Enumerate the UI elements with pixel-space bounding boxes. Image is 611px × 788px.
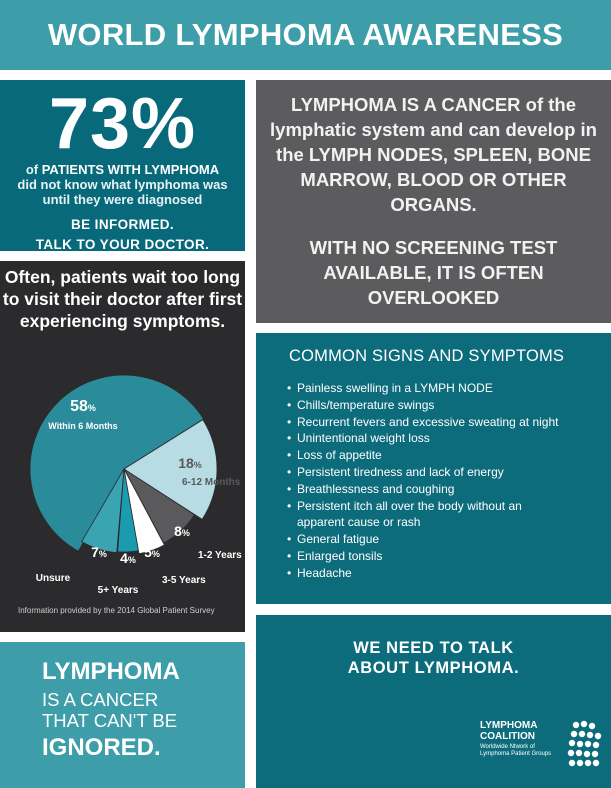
statistic-line-2: did not know what lymphoma was (17, 177, 228, 192)
call-to-action (0, 215, 245, 255)
pie-value-label (120, 550, 136, 566)
pie-value-number: 4 (120, 550, 128, 566)
definition-text: LYMPHOMA IS A CANCER of the lymphatic system and can develop in the LYMPH NODES, SPLEEN, BONE MARROW, BLOOD OR OTHER ORGANS. (270, 94, 597, 215)
symptom-item: • Enlarged tonsils (287, 548, 611, 565)
pie-category-label: 5+ Years (97, 585, 139, 596)
pie-category-label: 3-5 Years (162, 575, 206, 586)
screening-text: WITH NO SCREENING TEST AVAILABLE, IT IS OFTEN OVERLOOKED (309, 237, 558, 308)
pie-value-unit: % (127, 555, 136, 565)
ignored-line-1: LYMPHOMA (42, 658, 180, 685)
logo-line-1: LYMPHOMA (480, 720, 538, 731)
pie-value-number: 58 (70, 398, 88, 415)
logo-tagline-1: Worldwide Ntwork of (480, 744, 535, 750)
pie-value-number: 7 (91, 544, 99, 560)
symptoms-list (287, 380, 611, 582)
symptoms-panel (256, 333, 611, 604)
header-banner (0, 0, 611, 70)
symptoms-title: COMMON SIGNS AND SYMPTOMS (289, 347, 565, 365)
pie-value-unit: % (151, 549, 160, 559)
statistic-prefix: of (25, 162, 42, 177)
pie-value-number: 8 (174, 523, 182, 539)
talk-message (256, 638, 611, 678)
symptom-item: • Headache (287, 565, 611, 582)
pie-value-number: 18 (178, 455, 194, 471)
ignored-panel (0, 642, 245, 788)
symptom-item: • Persistent tiredness and lack of energy (287, 464, 611, 481)
chart-title: Often, patients wait too long to visit their doctor after first experiencing symptoms. (2, 267, 243, 331)
dots-icon (566, 719, 606, 779)
talk-line-2: ABOUT LYMPHOMA. (347, 659, 520, 677)
symptom-item: • Chills/temperature swings (287, 397, 611, 414)
pie-value-unit: % (87, 403, 96, 413)
symptom-item: • Painless swelling in a LYMPH NODE (287, 380, 611, 397)
ignored-line-3: THAT CAN'T BE (42, 710, 178, 731)
statistic-percent: 73% (48, 84, 197, 164)
definition-panel (256, 80, 611, 323)
pie-category-label: Unsure (35, 573, 71, 584)
statistic-panel (0, 80, 245, 251)
statistic-line-3: until they were diagnosed (42, 192, 203, 207)
talk-panel (256, 615, 611, 788)
symptom-item: • Unintentional weight loss (287, 430, 611, 447)
symptom-item: apparent cause or rash (297, 515, 421, 530)
chart-source: Information provided by the 2014 Global Patient Survey (18, 606, 215, 615)
pie-category-label: 6-12 Months (182, 477, 241, 488)
symptom-item: • Persistent itch all over the body without an (287, 498, 611, 515)
cta-line-1: BE INFORMED. (70, 217, 175, 232)
lymphoma-coalition-logo (480, 719, 608, 781)
logo-line-2: COALITION (480, 731, 535, 742)
cta-line-2: TALK TO YOUR DOCTOR. (35, 237, 210, 252)
chart-panel (0, 261, 245, 632)
ignored-line-4: IGNORED. (42, 734, 161, 761)
logo-tagline (480, 744, 560, 758)
statistic-description (0, 162, 245, 207)
symptom-item: • Breathlessness and coughing (287, 481, 611, 498)
pie-chart (0, 261, 245, 632)
pie-value-number: 5 (144, 544, 152, 560)
logo-tagline-2: Lymphoma Patient Groups (480, 751, 552, 757)
symptom-item: • General fatigue (287, 531, 611, 548)
pie-category-label: Within 6 Months (48, 421, 118, 431)
talk-line-1: WE NEED TO TALK (353, 639, 514, 657)
symptom-item: • Loss of appetite (287, 447, 611, 464)
pie-category-label: 1-2 Years (198, 550, 242, 561)
symptom-item: • Recurrent fevers and excessive sweating at night (287, 414, 611, 431)
pie-value-unit: % (98, 549, 107, 559)
pie-value-unit: % (181, 528, 190, 538)
statistic-subject: PATIENTS WITH LYMPHOMA (41, 162, 220, 177)
page-title: WORLD LYMPHOMA AWARENESS (47, 17, 564, 52)
ignored-line-2: IS A CANCER (42, 689, 159, 710)
pie-value-unit: % (193, 460, 202, 470)
